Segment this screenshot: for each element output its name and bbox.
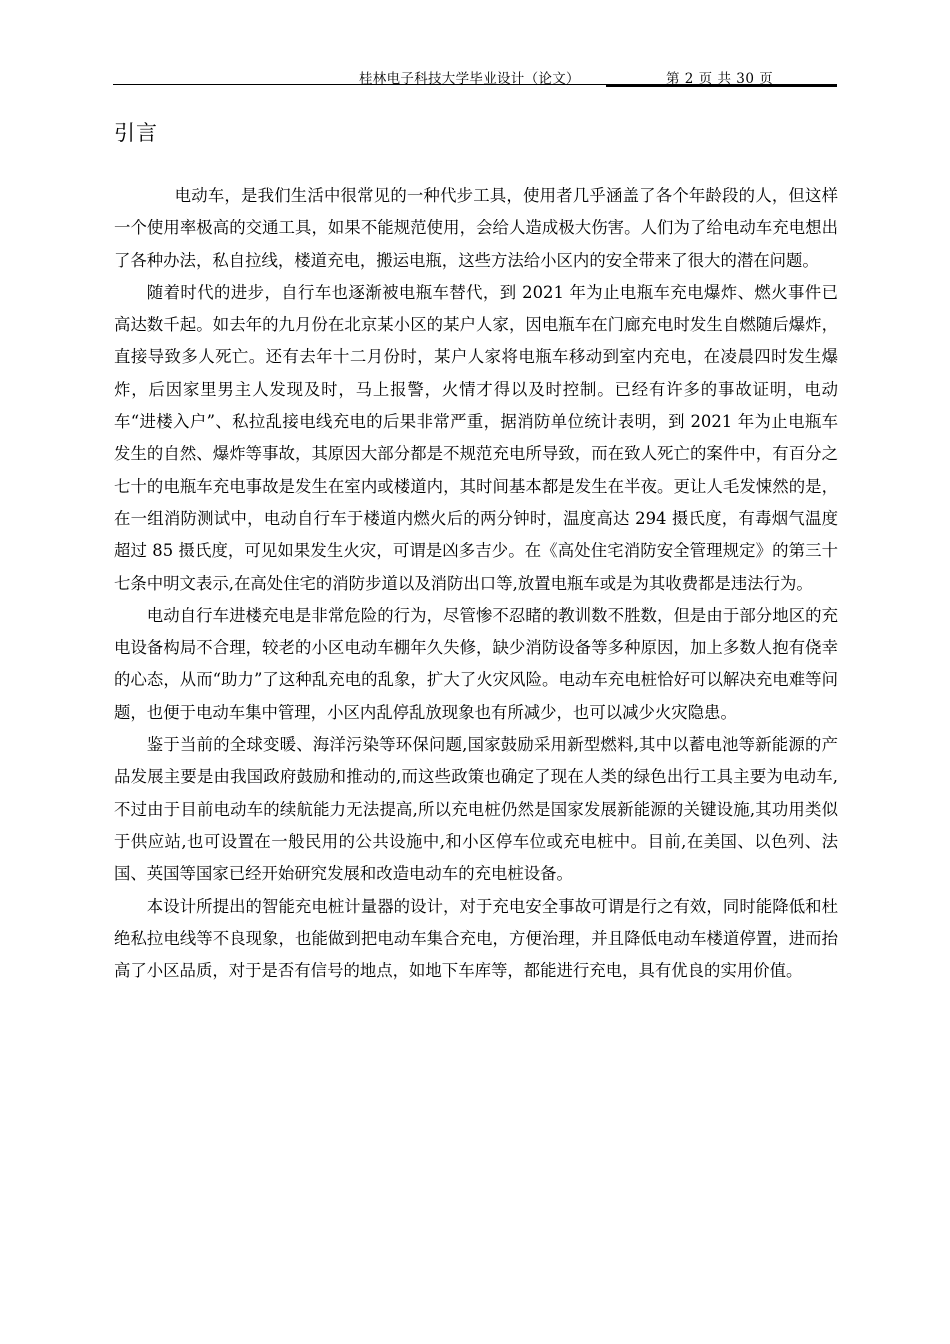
header-rule-accent xyxy=(606,85,837,87)
header-page-info: 第 2 页 共 30 页 xyxy=(666,71,774,87)
header-title: 桂林电子科技大学毕业设计（论文） xyxy=(359,71,580,87)
paragraph: 鉴于当前的全球变暖、海洋污染等环保问题,国家鼓励采用新型燃料,其中以蓄电池等新能源的产品发展主要是由我国政府鼓励和推动的,而这些政策也确定了现在人类的绿色出行工具主要为电动车,不过由于目前电动车的续航能力无法提高,所以充电桩仍然是国家发展新能源的关键设施,其功用类似于供应站,也可设置在一般民用的公共设施中,和小区停车位或充电桩中。目前,在美国、以色列、法国、英国等国家已经开始研究发展和改造电动车的充电桩设备。 xyxy=(114,735,838,884)
page-header xyxy=(113,64,837,90)
paragraph: 本设计所提出的智能充电桩计量器的设计，对于充电安全事故可谓是行之有效，同时能降低和杜绝私拉电线等不良现象，也能做到把电动车集合充电，方便治理，并且降低电动车楼道停置，进而抬高了小区品质，对于是否有信号的地点，如地下车库等，都能进行充电，具有优良的实用价值。 xyxy=(114,896,838,981)
paragraph: 随着时代的进步，自行车也逐渐被电瓶车替代，到 2021 年为止电瓶车充电爆炸、燃火事件已高达数千起。如去年的九月份在北京某小区的某户人家，因电瓶车在门廊充电时发生自燃随后爆炸，直接导致多人死亡。还有去年十二月份时，某户人家将电瓶车移动到室内充电，在凌晨四时发生爆炸，后因家里男主人发现及时，马上报警，火情才得以及时控制。已经有许多的事故证明，电动车“进楼入户”、私拉乱接电线充电的后果非常严重，据消防单位统计表明，到 2021 年为止电瓶车发生的自然、爆炸等事故，其原因大部分都是不规范充电所导致，而在致人死亡的案件中，有百分之七十的电瓶车充电事故是发生在室内或楼道内，其时间基本都是发生在半夜。更让人毛发悚然的是，在一组消防测试中，电动自行车于楼道内燃火后的两分钟时，温度高达 294 摄氏度，有毒烟气温度超过 85 摄氏度，可见如果发生火灾，可谓是凶多吉少。在《高处住宅消防安全管理规定》的第三十七条中明文表示,在高处住宅的消防步道以及消防出口等,放置电瓶车或是为其收费都是违法行为。 xyxy=(114,282,838,593)
paragraph: 电动自行车进楼充电是非常危险的行为，尽管惨不忍睹的教训数不胜数，但是由于部分地区的充电设备构局不合理，较老的小区电动车棚年久失修，缺少消防设备等多种原因，加上多数人抱有侥幸的心态，从而“助力”了这种乱充电的乱象，扩大了火灾风险。电动车充电桩恰好可以解决充电难等问题，也便于电动车集中管理，小区内乱停乱放现象也有所减少，也可以减少火灾隐患。 xyxy=(114,605,838,722)
section-title: 引言 xyxy=(114,121,158,145)
body-text xyxy=(114,180,838,987)
paragraph: 电动车，是我们生活中很常见的一种代步工具，使用者几乎涵盖了各个年龄段的人，但这样一个使用率极高的交通工具，如果不能规范使用，会给人造成极大伤害。人们为了给电动车充电想出了各种办法，私自拉线，楼道充电，搬运电瓶，这些方法给小区内的安全带来了很大的潜在问题。 xyxy=(114,186,838,270)
